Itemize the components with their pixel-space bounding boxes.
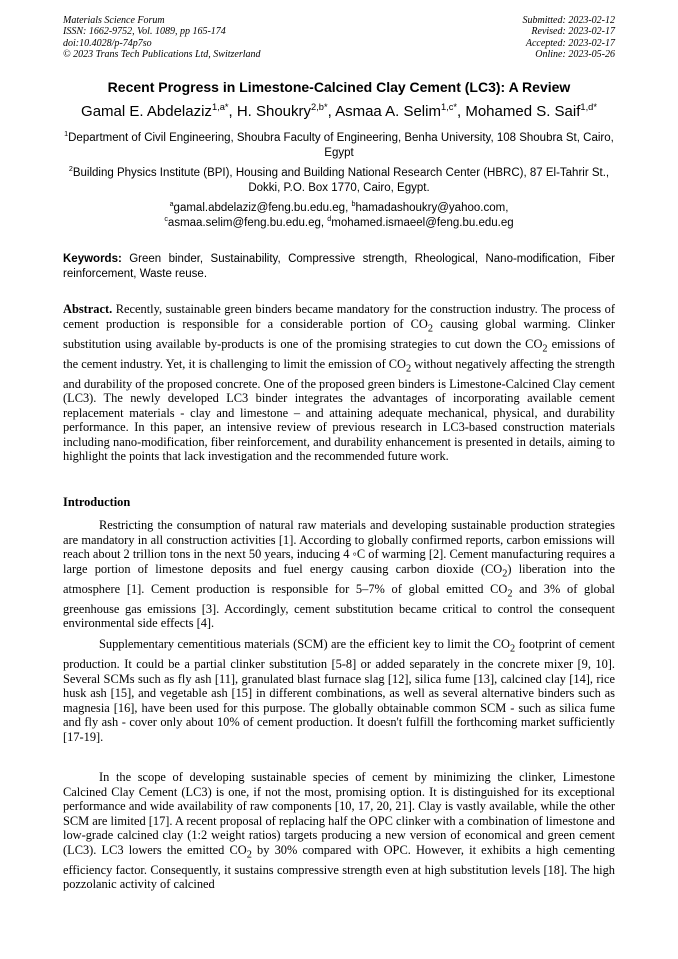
- email-marker: c: [164, 215, 168, 224]
- issn: ISSN: 1662-9752, Vol. 1089, pp 165-174: [63, 26, 226, 38]
- journal-name: Materials Science Forum: [63, 15, 165, 26]
- intro-paragraph-2: [63, 637, 615, 744]
- abstract: [63, 302, 615, 464]
- keywords: [63, 252, 615, 282]
- paragraph-text: by 30% compared with OPC. However, it exhibits a high cementing efficiency factor. Consequently, it sustains compressive strength even at high substitution levels [18]. The high pozzolanic activity of calcined: [63, 842, 615, 892]
- abstract-text: causing global warming. Clinker substitution using available by-products is one of the promising strategies to cut down the CO: [63, 316, 615, 351]
- author-list: Gamal E. Abdelaziz$^{1,a*}$, H. Shoukry$^{2,b*}$, Asmaa A. Selim$^{1,c*}$, Mohamed S. Saif$^{1,d*}$: [81, 102, 597, 120]
- journal-info: [63, 15, 261, 60]
- section-heading-introduction: Introduction: [63, 495, 131, 509]
- keywords-label: Keywords:: [63, 253, 122, 265]
- subscript: 2: [406, 363, 412, 375]
- abstract-label: Abstract.: [63, 302, 113, 316]
- author-name: Mohamed S. Saif: [465, 103, 581, 120]
- email-link[interactable]: mohamed.ismaeel@feng.bu.edu.eg: [331, 217, 514, 229]
- author-name: H. Shoukry: [236, 103, 312, 120]
- affiliation-marker: 1: [64, 130, 69, 139]
- email-link[interactable]: asmaa.selim@feng.bu.edu.eg: [167, 217, 321, 229]
- subscript: 2: [509, 643, 516, 655]
- email-list: $^a$gamal.abdelaziz@feng.bu.edu.eg, $^b$hamadashoukry@yahoo.com, $^c$asmaa.selim@feng.bu.edu.eg, $^d$mohamed.ismaeel@feng.bu.edu.eg: [164, 200, 514, 229]
- subscript: 2: [507, 588, 513, 600]
- paragraph-text: and 3% of global greenhouse gas emissions [3]. Accordingly, cement substitution became critical to control the consequent environmental side effects [4].: [63, 581, 615, 631]
- revised-date: Revised: 2023-02-17: [531, 26, 615, 38]
- email-link[interactable]: gamal.abdelaziz@feng.bu.edu.eg: [173, 202, 346, 214]
- paragraph-text: Supplementary cementitious materials (SCM) are the efficient key to limit the CO: [99, 637, 510, 651]
- email-marker: d: [327, 215, 332, 224]
- affiliation: [63, 166, 615, 196]
- subscript: 2: [502, 568, 508, 580]
- paragraph-text: ) liberation into the atmosphere [1]. Cement production is responsible for 5–7% of global emitted CO: [63, 561, 615, 596]
- paragraph-text: Restricting the consumption of natural raw materials and developing sustainable production strategies are mandatory in all construction activities [1]. According to globally confirmed reports, carbon emissions will reach about 2 trillion tons in the next 50 years, inducing 4 ◦C of warming [2]. Cement manufacturing requires a large portion of limestone deposits and fuel energy causing carbon dioxide (CO: [63, 518, 615, 576]
- intro-paragraph-3: [63, 770, 615, 892]
- online-date: Online: 2023-05-26: [535, 48, 615, 60]
- email-marker: b: [351, 200, 356, 209]
- doi: doi:10.4028/p-74p7so: [63, 37, 152, 49]
- copyright: © 2023 Trans Tech Publications Ltd, Switzerland: [63, 48, 261, 60]
- abstract-text: Recently, sustainable green binders became mandatory for the construction industry. The process of cement production is responsible for a considerable portion of CO: [63, 302, 615, 331]
- paragraph-text: In the scope of developing sustainable species of cement by minimizing the clinker, Limestone Calcined Clay Cement (LC3) is one, if not the most, promising option. It is distinguished for its exceptional performance and wide availability of raw components [10, 17, 20, 21]. Clay is vastly available, while the other SCM are limited [17]. A recent proposal of replacing half the OPC clinker with a combination of limestone and low-grade calcined clay (1:2 weight ratios) targets producing a new version of economical and green cement (LC3). LC3 lowers the emitted CO: [63, 770, 615, 857]
- author-name: Gamal E. Abdelaziz: [81, 103, 212, 120]
- intro-paragraph-1: [63, 518, 615, 631]
- subscript: 2: [427, 323, 434, 335]
- abstract-text: without negatively affecting the strength and durability of the proposed concrete. One of the proposed green binders is Limestone-Calcined Clay cement (LC3). The newly developed LC3 binder integrates the advantages of incorporating available cement replacement materials - clay and limestone – and attaining adequate mechanical, physical, and durability performance. In this paper, an intensive review of previous research in LC3-based construction materials including nano-modification, fiber reinforcement, and durability enhancement is presented in details, aiming to highlight the points that lack investigation and the recommended future work.: [63, 356, 616, 464]
- author-name: Asmaa A. Selim: [335, 103, 441, 120]
- paragraph-text: footprint of cement production. It could be a partial clinker substitution [5-8] or added separately in the concrete mixer [9, 10]. Several SCMs such as fly ash [11], granulated blast furnace slag [12], silica fume [13], calcined clay [14], rice husk ash [15], and vegetable ash [15] in different combinations, as well as several alternative binders such as magnesia [16], have been used for this purpose. The globally obtainable common SCM - such as silica fume and fly ash - cover only about 10% of cement production. It doesn't fulfill the forthcoming market sufficiently [17-19].: [63, 637, 615, 744]
- subscript: 2: [542, 343, 548, 355]
- paper-title: Recent Progress in Limestone-Calcined Clay Cement (LC3): A Review: [107, 79, 571, 95]
- author-marker: 1,c*: [440, 102, 457, 112]
- keywords-text: Green binder, Sustainability, Compressive strength, Rheological, Nano-modification, Fiber reinforcement, Waste reuse.: [63, 253, 615, 280]
- affiliation-text: Department of Civil Engineering, Shoubra Faculty of Engineering, Benha University, 108 Shoubra St, Cairo, Egypt: [68, 132, 614, 159]
- email-marker: a: [169, 200, 174, 209]
- email-link[interactable]: hamadashoukry@yahoo.com: [355, 202, 506, 214]
- affiliation-marker: 2: [68, 165, 73, 174]
- abstract-text: emissions of the cement industry. Yet, it is challenging to limit the emission of CO: [63, 336, 615, 371]
- subscript: 2: [246, 849, 252, 861]
- affiliation-text: Building Physics Institute (BPI), Housing and Building National Research Center (HBRC), 87 El-Tahrir St., Dokki, P.O. Box 1770, Cairo, Egypt.: [72, 167, 610, 194]
- publication-dates: [523, 15, 616, 60]
- affiliation: [63, 131, 615, 161]
- author-marker: 1,d*: [580, 102, 597, 112]
- author-marker: 2,b*: [311, 102, 328, 112]
- accepted-date: Accepted: 2023-02-17: [525, 37, 615, 49]
- submitted-date: Submitted: 2023-02-12: [522, 15, 615, 26]
- author-marker: 1,a*: [211, 102, 229, 112]
